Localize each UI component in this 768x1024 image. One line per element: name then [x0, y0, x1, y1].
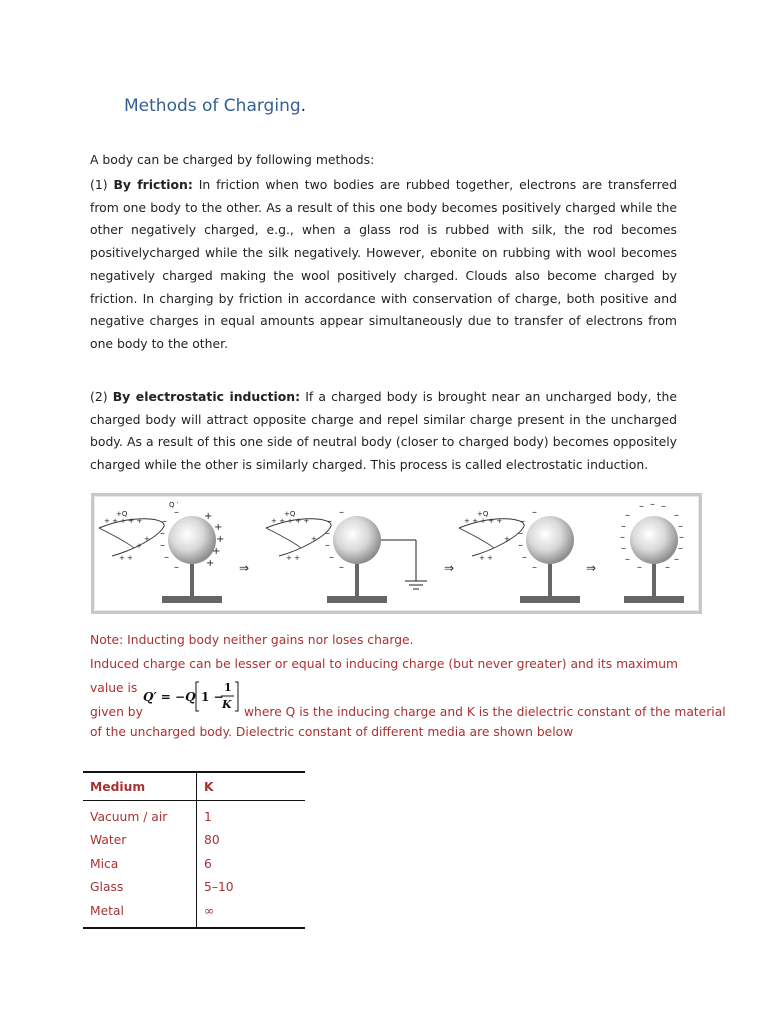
label-plus-q-3: +Q	[477, 510, 489, 518]
table-header-row	[83, 772, 305, 801]
friction-paragraph	[90, 174, 677, 356]
svg-text:–: –	[339, 507, 344, 518]
svg-text:+: +	[204, 511, 213, 522]
svg-text:–: –	[674, 554, 679, 565]
svg-text:–: –	[518, 540, 523, 551]
svg-text:+ +: + +	[119, 554, 133, 562]
svg-text:–: –	[625, 554, 630, 565]
induction-heading: By electrostatic induction:	[112, 389, 301, 404]
arrow-3: ⇒	[586, 561, 597, 575]
svg-text:–: –	[325, 528, 330, 539]
induction-text: If a charged body is brought near an uncharged body, the charged body will attract opposite charge and repel similar charge present in the uncharged body. As a result of this one side of neutral body (closer to charged body) becomes oppositely charged while the other is similarly charged. This process is called electrostatic induction.	[90, 389, 677, 473]
svg-text:+: +	[311, 535, 317, 543]
svg-text:–: –	[639, 501, 644, 512]
page-title: Methods of Charging.	[124, 96, 307, 116]
intro-text: A body can be charged by following methods:	[90, 152, 375, 167]
note-line-1: Note: Inducting body neither gains nor loses charge.	[90, 633, 414, 647]
svg-text:–: –	[621, 521, 626, 532]
cell-medium: Vacuum / air	[90, 809, 168, 824]
svg-text:–: –	[674, 510, 679, 521]
svg-text:+: +	[136, 542, 142, 550]
label-q-prime: Q ′	[169, 501, 179, 509]
sphere-4	[630, 516, 678, 564]
note-line-2: Induced charge can be lesser or equal to inducing charge (but never greater) and its maximum value is	[90, 657, 679, 695]
dielectric-table	[83, 771, 305, 929]
svg-text:–: –	[625, 510, 630, 521]
formula-one-minus: 1 −	[201, 690, 224, 704]
svg-text:–: –	[520, 516, 525, 527]
formula-lhs: Q′ = −Q	[143, 690, 196, 704]
svg-text:–: –	[164, 552, 169, 563]
cell-medium: Metal	[83, 899, 197, 928]
note-after-formula: where Q is the inducing charge and K is the dielectric constant of the material	[244, 705, 726, 719]
cell-k: 80	[197, 829, 306, 853]
svg-text:–: –	[678, 521, 683, 532]
svg-text:+ +: + +	[479, 554, 493, 562]
table-row	[83, 899, 305, 928]
sphere-1	[168, 516, 216, 564]
svg-text:+: +	[214, 522, 223, 533]
label-plus-q-1: +Q	[116, 510, 128, 518]
induced-charge-formula	[141, 676, 241, 716]
label-plus-q-2: +Q	[284, 510, 296, 518]
svg-text:+: +	[504, 535, 510, 543]
friction-heading: By friction:	[113, 177, 193, 192]
induction-number: (2)	[90, 389, 108, 404]
induction-paragraph	[90, 386, 677, 477]
svg-text:–: –	[532, 562, 537, 573]
svg-text:–: –	[327, 516, 332, 527]
cell-k: 1	[197, 801, 306, 829]
formula-numerator: 1	[224, 681, 232, 694]
svg-text:+ + + + +: + + + + +	[104, 517, 143, 525]
svg-text:+ + + + +: + + + + +	[271, 517, 310, 525]
svg-text:–: –	[325, 540, 330, 551]
table-row	[83, 852, 305, 876]
cell-k: 6	[197, 852, 306, 876]
svg-text:–: –	[160, 540, 165, 551]
svg-text:–: –	[665, 562, 670, 573]
note-given-by: given by	[90, 705, 143, 719]
svg-text:–: –	[339, 562, 344, 573]
table-row	[83, 829, 305, 853]
svg-text:+: +	[206, 558, 215, 569]
svg-text:–: –	[522, 552, 527, 563]
cell-medium: Glass	[90, 880, 124, 895]
svg-text:–: –	[160, 528, 165, 539]
svg-text:–: –	[518, 528, 523, 539]
svg-text:–: –	[620, 532, 625, 543]
svg-text:–: –	[637, 562, 642, 573]
cell-k: ∞	[197, 899, 306, 928]
table-row	[83, 801, 305, 829]
cell-medium: Water	[90, 833, 127, 848]
svg-text:+ + + + +: + + + + +	[464, 517, 503, 525]
induction-diagram	[91, 493, 702, 614]
svg-text:+: +	[212, 546, 221, 557]
note-line-4: of the uncharged body. Dielectric constant of different media are shown below	[90, 725, 574, 739]
sphere-2	[333, 516, 381, 564]
sphere-3	[526, 516, 574, 564]
svg-text:–: –	[621, 543, 626, 554]
svg-text:–: –	[679, 532, 684, 543]
svg-text:–: –	[329, 552, 334, 563]
friction-number: (1)	[90, 177, 108, 192]
svg-text:–: –	[532, 507, 537, 518]
header-k: K	[197, 772, 306, 801]
svg-text:+: +	[144, 535, 150, 543]
svg-text:–: –	[174, 562, 179, 573]
svg-text:+ +: + +	[286, 554, 300, 562]
svg-text:–: –	[661, 501, 666, 512]
header-medium: Medium	[83, 772, 197, 801]
arrow-2: ⇒	[444, 561, 455, 575]
friction-text: In friction when two bodies are rubbed together, electrons are transferred from one body to the other. As a result of this one body becomes positively charged while the other negatively charged, e.g., when a glass rod is rubbed with silk, the rod becomes positivelycharged while the silk negatively. However, ebonite on rubbing with wool becomes negatively charged making the wool positively charged. Clouds also become charged by friction. In charging by friction in accordance with conservation of charge, both positive and negative charges in equal amounts appear simultaneously due to transfer of electrons from one body to the other.	[90, 177, 677, 351]
table-row	[83, 876, 305, 900]
svg-text:–: –	[162, 516, 167, 527]
cell-medium: Mica	[90, 856, 119, 871]
svg-text:–: –	[650, 499, 655, 510]
arrow-1: ⇒	[239, 561, 250, 575]
svg-text:–: –	[678, 543, 683, 554]
formula-denominator: K	[222, 698, 232, 711]
svg-text:+: +	[216, 534, 225, 545]
svg-text:–: –	[174, 507, 179, 518]
cell-k: 5–10	[197, 876, 306, 900]
